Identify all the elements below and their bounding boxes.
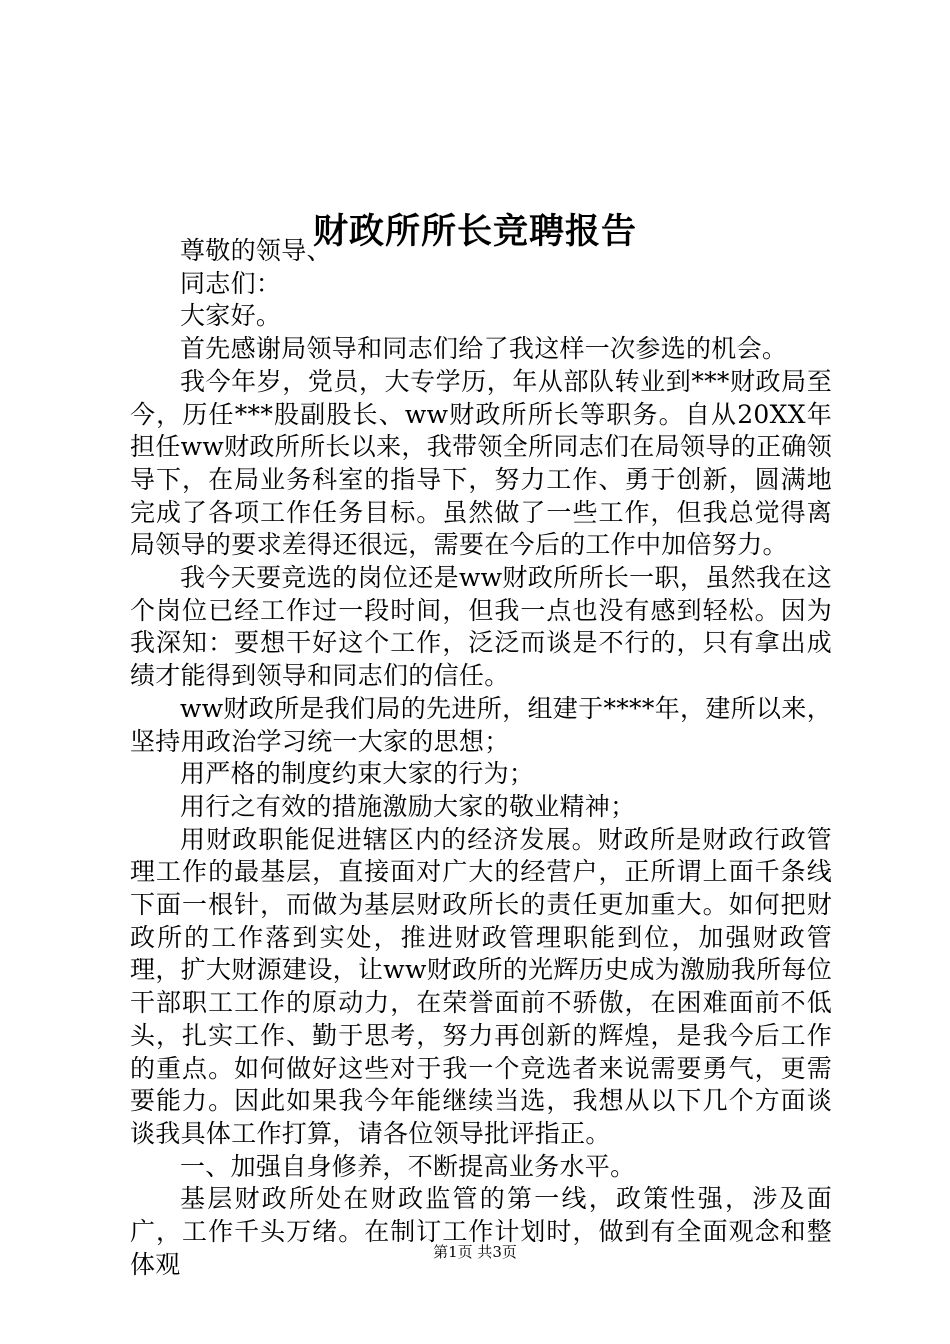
paragraph-office-history: ww财政所是我们局的先进所，组建于****年，建所以来，坚持用政治学习统一大家的思想；: [130, 693, 832, 756]
paragraph-frontline: 基层财政所处在财政监管的第一线，政策性强，涉及面广，工作千头万绪。在制订工作计划时，做到有全面观念和整体观: [130, 1184, 832, 1279]
paragraph-economy: 用财政职能促进辖区内的经济发展。财政所是财政行政管理工作的最基层，直接面对广大的经营户，正所谓上面千条线下面一根针，而做为基层财政所长的责任更加重大。如何把财政所的工作落到实处，推进财政管理职能到位，加强财政管理，扩大财源建设，让ww财政所的光辉历史成为激励我所每位干部职工工作的原动力，在荣誉面前不骄傲，在困难面前不低头，扎实工作、勤于思考，努力再创新的辉煌，是我今后工作的重点。如何做好这些对于我一个竞选者来说需要勇气，更需要能力。因此如果我今年能继续当选，我想从以下几个方面谈谈我具体工作打算，请各位领导批评指正。: [130, 824, 832, 1148]
paragraph-thanks: 首先感谢局领导和同志们给了我这样一次参选的机会。: [180, 334, 788, 364]
paragraph-background: 我今年岁，党员，大专学历，年从部队转业到***财政局至今，历任***股副股长、ww财政所所长等职务。自从20XX年担任ww财政所所长以来，我带领全所同志们在局领导的正确领导下，在局业务科室的指导下，努力工作、勇于创新，圆满地完成了各项工作任务目标。虽然做了一些工作，但我总觉得离局领导的要求差得还很远，需要在今后的工作中加倍努力。: [130, 366, 832, 560]
greeting: 大家好。: [180, 301, 282, 331]
paragraph-measures: 用行之有效的措施激励大家的敬业精神；: [180, 791, 636, 821]
salutation-comrades: 同志们：: [180, 268, 282, 298]
paragraph-position: 我今天要竞选的岗位还是ww财政所所长一职，虽然我在这个岗位已经工作过一段时间，但我一点也没有感到轻松。因为我深知：要想干好这个工作，泛泛而谈是不行的，只有拿出成绩才能得到领导和同志们的信任。: [130, 563, 832, 691]
section-heading-one: 一、加强自身修养，不断提高业务水平。: [180, 1151, 636, 1181]
salutation-leaders: 尊敬的领导、: [180, 236, 332, 265]
document-title: 财政所所长竞聘报告: [312, 211, 637, 253]
page-number-footer: 第1页 共3页: [433, 1243, 517, 1261]
document-body: [130, 235, 832, 1282]
paragraph-rules: 用严格的制度约束大家的行为；: [180, 759, 535, 789]
